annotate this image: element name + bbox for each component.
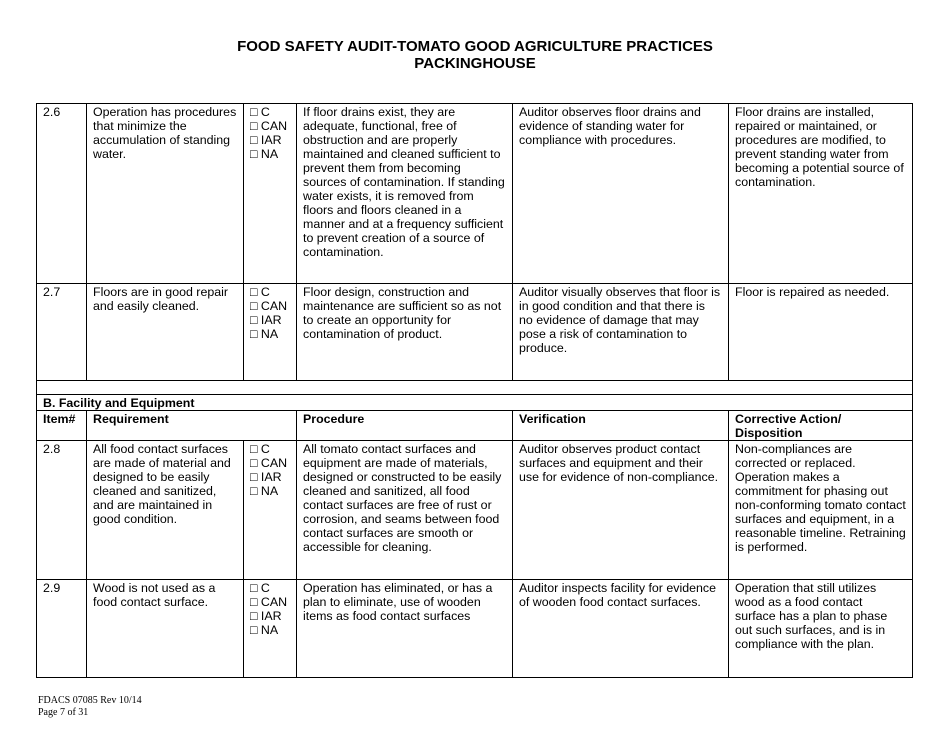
header-verification: Verification xyxy=(513,411,729,441)
table-row xyxy=(37,284,913,381)
option-iar-checkbox[interactable]: □ IAR xyxy=(250,133,282,147)
header-row xyxy=(37,411,913,441)
procedure-cell: Floor design, construction and maintenance are sufficient so as not to create an opportunity for contamination of product. xyxy=(297,284,513,381)
table-row xyxy=(37,104,913,284)
requirement-cell: Wood is not used as a food contact surface. xyxy=(87,580,244,678)
verification-cell: Auditor observes floor drains and evidence of standing water for compliance with procedures. xyxy=(513,104,729,284)
option-na-checkbox[interactable]: □ NA xyxy=(250,327,279,341)
header-corrective-action: Corrective Action/ Disposition xyxy=(729,411,913,441)
audit-table xyxy=(36,103,913,678)
header-requirement: Requirement xyxy=(87,411,297,441)
option-can-checkbox[interactable]: □ CAN xyxy=(250,119,288,133)
table-row xyxy=(37,441,913,580)
header-procedure: Procedure xyxy=(297,411,513,441)
item-number: 2.7 xyxy=(37,284,87,381)
option-c-checkbox[interactable]: □ C xyxy=(250,285,270,299)
corrective-action-cell: Floor is repaired as needed. xyxy=(729,284,913,381)
requirement-cell: All food contact surfaces are made of material and designed to be easily cleaned and sanitized, and are maintained in good condition. xyxy=(87,441,244,580)
compliance-options xyxy=(244,104,297,284)
option-c-checkbox[interactable]: □ C xyxy=(250,442,270,456)
corrective-action-cell: Operation that still utilizes wood as a food contact surface has a plan to phase out such surfaces, and is in compliance with the plan. xyxy=(729,580,913,678)
procedure-cell: All tomato contact surfaces and equipment are made of materials, designed or constructed to be easily cleaned and sanitized, all food contact surfaces are free of rust or corrosion, and seams between food contact surfaces are smooth or accessible for cleaning. xyxy=(297,441,513,580)
compliance-options xyxy=(244,441,297,580)
option-can-checkbox[interactable]: □ CAN xyxy=(250,299,288,313)
option-c-checkbox[interactable]: □ C xyxy=(250,581,270,595)
document-title xyxy=(0,38,950,72)
section-title-row xyxy=(37,395,913,411)
item-number: 2.8 xyxy=(37,441,87,580)
title-line-1: FOOD SAFETY AUDIT-TOMATO GOOD AGRICULTURE PRACTICES xyxy=(237,38,713,55)
section-title: B. Facility and Equipment xyxy=(37,395,913,411)
verification-cell: Auditor inspects facility for evidence of wooden food contact surfaces. xyxy=(513,580,729,678)
option-na-checkbox[interactable]: □ NA xyxy=(250,623,279,637)
form-number: FDACS 07085 Rev 10/14 xyxy=(38,695,142,706)
compliance-options xyxy=(244,284,297,381)
option-na-checkbox[interactable]: □ NA xyxy=(250,147,279,161)
corrective-action-cell: Floor drains are installed, repaired or maintained, or procedures are modified, to prevent standing water from becoming a potential source of contamination. xyxy=(729,104,913,284)
spacer-cell xyxy=(37,381,913,395)
requirement-cell: Operation has procedures that minimize the accumulation of standing water. xyxy=(87,104,244,284)
title-line-2: PACKINGHOUSE xyxy=(414,55,536,72)
corrective-action-cell: Non-compliances are corrected or replaced. Operation makes a commitment for phasing out non-conforming tomato contact surfaces and equipment, in a reasonable timeline. Retraining is performed. xyxy=(729,441,913,580)
requirement-cell: Floors are in good repair and easily cleaned. xyxy=(87,284,244,381)
verification-cell: Auditor visually observes that floor is in good condition and that there is no evidence of damage that may pose a risk of contamination to produce. xyxy=(513,284,729,381)
procedure-cell: If floor drains exist, they are adequate, functional, free of obstruction and are properly maintained and cleaned sufficient to prevent them from becoming sources of contamination. If standing water exists, it is removed from floors and floors cleaned in a manner and at a frequency sufficient to prevent creation of a source of contamination. xyxy=(297,104,513,284)
option-iar-checkbox[interactable]: □ IAR xyxy=(250,609,282,623)
option-iar-checkbox[interactable]: □ IAR xyxy=(250,470,282,484)
option-can-checkbox[interactable]: □ CAN xyxy=(250,595,288,609)
compliance-options xyxy=(244,580,297,678)
header-item: Item# xyxy=(37,411,87,441)
item-number: 2.9 xyxy=(37,580,87,678)
item-number: 2.6 xyxy=(37,104,87,284)
page-footer xyxy=(38,695,142,719)
option-c-checkbox[interactable]: □ C xyxy=(250,105,270,119)
table-row xyxy=(37,580,913,678)
option-na-checkbox[interactable]: □ NA xyxy=(250,484,279,498)
page-number: Page 7 of 31 xyxy=(38,707,89,718)
option-iar-checkbox[interactable]: □ IAR xyxy=(250,313,282,327)
verification-cell: Auditor observes product contact surfaces and equipment and their use for evidence of non-compliance. xyxy=(513,441,729,580)
procedure-cell: Operation has eliminated, or has a plan to eliminate, use of wooden items as food contact surfaces xyxy=(297,580,513,678)
spacer-row xyxy=(37,381,913,395)
option-can-checkbox[interactable]: □ CAN xyxy=(250,456,288,470)
